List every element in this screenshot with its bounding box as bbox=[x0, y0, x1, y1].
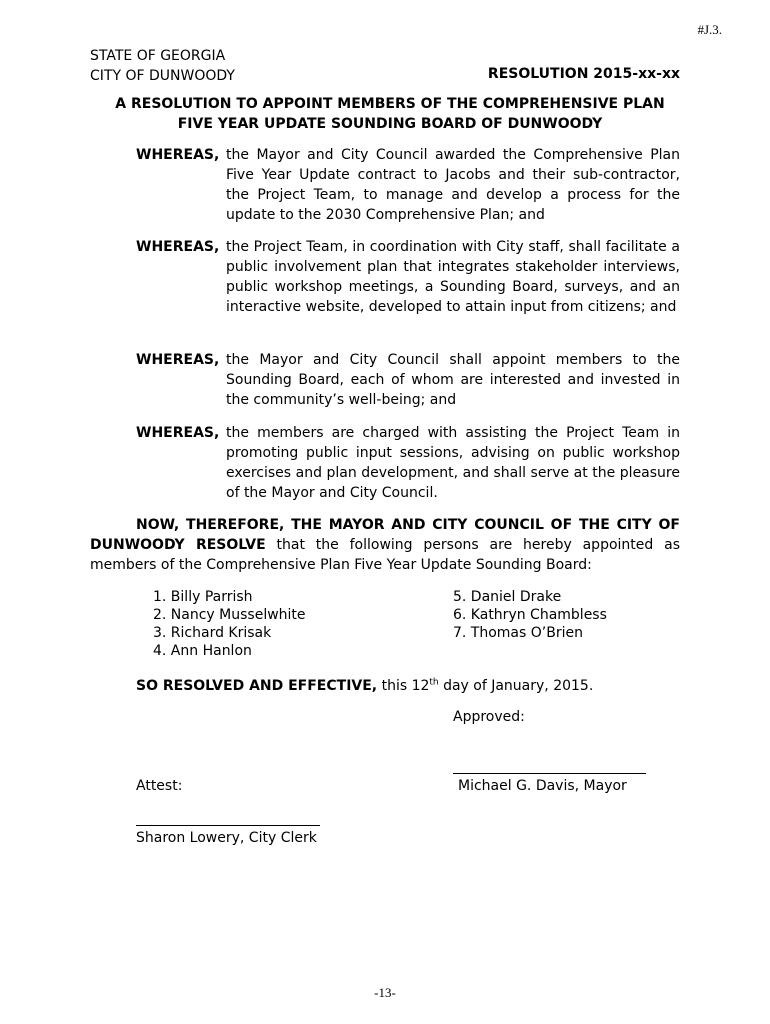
resolution-title bbox=[90, 94, 690, 134]
list-item: 3. Richard Krisak bbox=[153, 625, 272, 641]
list-item: 6. Kathryn Chambless bbox=[453, 607, 607, 623]
list-item: 7. Thomas O’Brien bbox=[453, 625, 583, 641]
list-item: 1. Billy Parrish bbox=[153, 589, 253, 605]
clerk-name: Sharon Lowery, City Clerk bbox=[136, 830, 317, 846]
jurisdiction-header bbox=[90, 46, 235, 86]
page-number: -13- bbox=[374, 985, 396, 1000]
resolve-clause-text: that the following persons are hereby appointed as members of the Comprehensive Plan Five Year Update Sounding Board: bbox=[90, 537, 680, 573]
list-item: 4. Ann Hanlon bbox=[153, 643, 252, 659]
list-item: 2. Nancy Musselwhite bbox=[153, 607, 306, 623]
ordinal-suffix: th bbox=[429, 677, 439, 688]
whereas-keyword: WHEREAS, bbox=[136, 239, 220, 255]
city-name: CITY OF DUNWOODY bbox=[90, 68, 235, 84]
whereas-keyword: WHEREAS, bbox=[136, 425, 220, 441]
resolved-pre: this 12 bbox=[377, 678, 430, 694]
resolved-bold: SO RESOLVED AND EFFECTIVE, bbox=[136, 678, 378, 694]
state-name: STATE OF GEORGIA bbox=[90, 48, 226, 64]
resolve-clause bbox=[90, 515, 680, 575]
whereas-clause-4 bbox=[136, 423, 680, 503]
mayor-signature-line bbox=[453, 773, 646, 774]
members-list-left bbox=[153, 588, 306, 660]
resolution-number: RESOLUTION 2015-xx-xx bbox=[487, 66, 680, 82]
title-line-2: FIVE YEAR UPDATE SOUNDING BOARD OF DUNWOODY bbox=[177, 116, 603, 132]
document-reference: #J.3. bbox=[697, 22, 722, 37]
effective-date-statement bbox=[136, 676, 593, 696]
resolve-clause-bold: NOW, THEREFORE, THE MAYOR AND CITY COUNCIL OF THE CITY OF DUNWOODY RESOLVE bbox=[90, 517, 680, 553]
whereas-text: the members are charged with assisting the Project Team in promoting public input sessions, advising on public workshop exercises and plan development, and shall serve at the pleasure of the Mayor and City Council. bbox=[226, 425, 680, 501]
attest-label: Attest: bbox=[136, 778, 183, 794]
resolved-post: day of January, 2015. bbox=[438, 678, 594, 694]
whereas-text: the Mayor and City Council awarded the Comprehensive Plan Five Year Update contract to Jacobs and their sub-contractor, the Project Team, to manage and develop a process for the update to the 2030 Comprehensive Plan; and bbox=[226, 147, 680, 223]
whereas-clause-3 bbox=[136, 350, 680, 410]
whereas-keyword: WHEREAS, bbox=[136, 147, 220, 163]
approved-label: Approved: bbox=[453, 709, 525, 725]
mayor-name: Michael G. Davis, Mayor bbox=[458, 778, 627, 794]
whereas-text: the Mayor and City Council shall appoint members to the Sounding Board, each of whom are interested and invested in the community’s well-being; and bbox=[226, 352, 680, 408]
whereas-clause-1 bbox=[136, 145, 680, 225]
members-list-right bbox=[453, 588, 607, 642]
clerk-signature-line bbox=[136, 825, 320, 826]
whereas-clause-2 bbox=[136, 237, 680, 317]
whereas-keyword: WHEREAS, bbox=[136, 352, 220, 368]
whereas-text: the Project Team, in coordination with City staff, shall facilitate a public involvement plan that integrates stakeholder interviews, public workshop meetings, a Sounding Board, surveys, and an interactive website, developed to attain input from citizens; and bbox=[226, 239, 680, 315]
title-line-1: A RESOLUTION TO APPOINT MEMBERS OF THE COMPREHENSIVE PLAN bbox=[115, 96, 665, 112]
list-item: 5. Daniel Drake bbox=[453, 589, 562, 605]
